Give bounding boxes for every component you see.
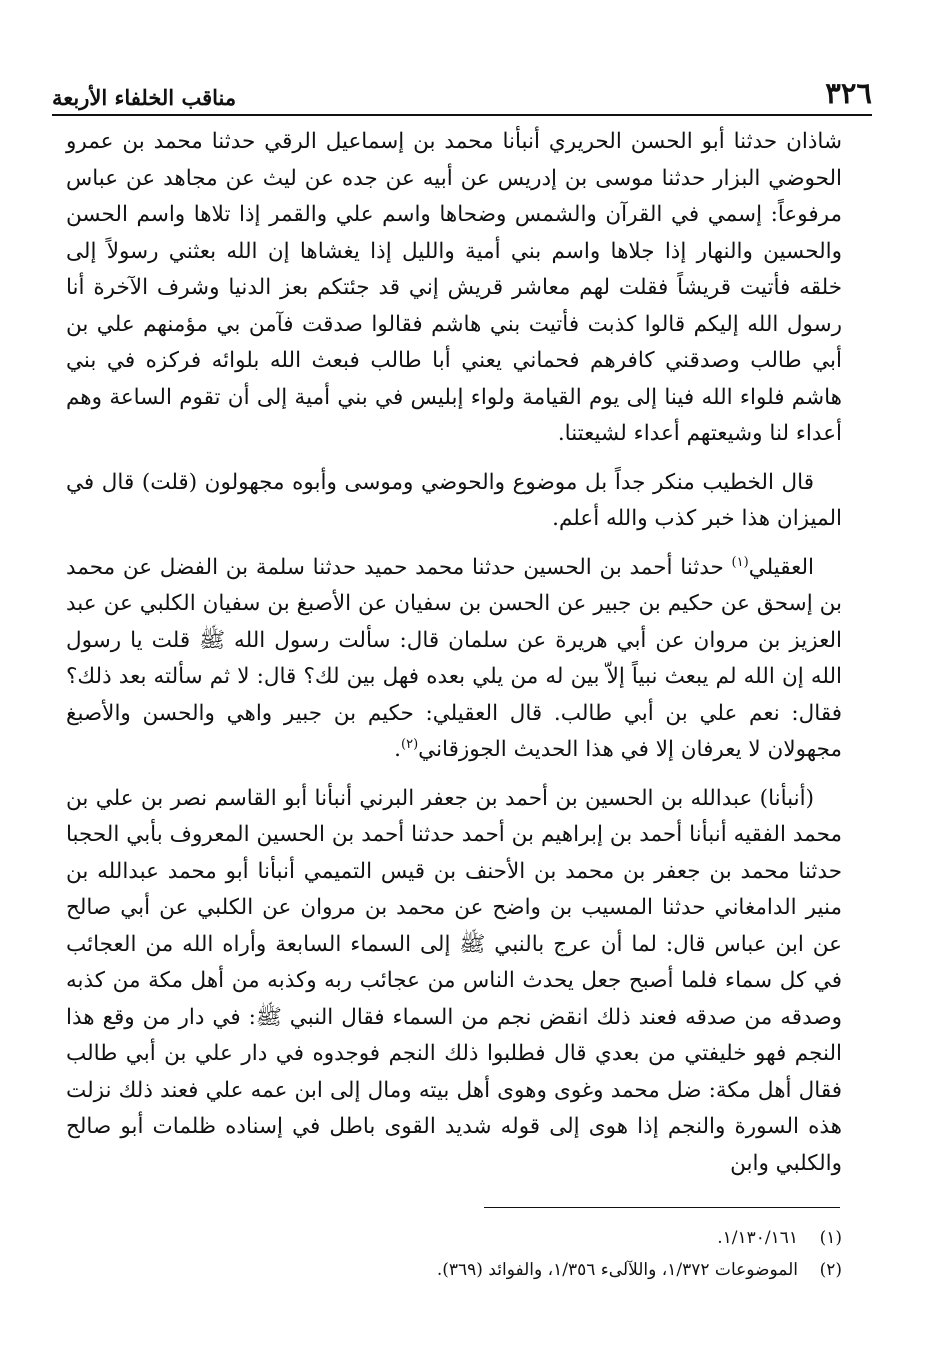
page-body [66, 124, 842, 1182]
paragraph-3 [66, 550, 842, 769]
footnote-text: الموضوعات ١/٣٧٢، واللآلىء ١/٣٥٦، والفوائد (٣٦٩). [436, 1260, 798, 1280]
footnote-mark: (٢) [819, 1260, 842, 1280]
footnote-text: ١/١٣٠/١٦١. [717, 1228, 798, 1248]
footnote-item [66, 1254, 842, 1286]
paragraph-4: (أنبأنا) عبدالله بن الحسين بن أحمد بن جعفر البرني أنبأنا أبو القاسم نصر بن علي بن محمد الفقيه أنبأنا أحمد بن إبراهيم بن أحمد حدثنا أحمد بن الحسين المعروف بأبي الحجبا حدثنا محمد بن جعفر بن محمد بن الأحنف بن قيس التميمي أنبأنا أبو محمد عبدالله بن منير الدامغاني حدثنا المسيب بن واضح عن محمد بن مروان عن الكلبي عن أبي صالح عن ابن عباس قال: لما أن عرج بالنبي ﷺ إلى السماء السابعة وأراه الله من العجائب في كل سماء فلما أصبح جعل يحدث الناس من عجائب ربه وكذبه من أهل مكة من كذبه وصدقه من صدقه فعند ذلك انقض نجم من السماء فقال النبي ﷺ: في دار من وقع هذا النجم فهو خليفتي من بعدي قال فطلبوا ذلك النجم فوجدوه في دار علي بن أبي طالب فقال أهل مكة: ضل محمد وغوى وهوى أهل بيته ومال إلى ابن عمه علي فعند ذلك نزلت هذه السورة والنجم إذا هوى إلى قوله شديد القوى باطل في إسناده ظلمات أبو صالح والكلبي وابن [66, 785, 842, 1176]
paragraph-1: شاذان حدثنا أبو الحسن الحريري أنبأنا محمد بن إسماعيل الرقي حدثنا محمد بن عمرو الحوضي البزار حدثنا موسى بن إدريس عن أبيه عن جده عن ليث عن مجاهد عن عباس مرفوعاً: إسمي في القرآن والشمس وضحاها واسم علي والقمر إذا تلاها واسم الحسن والحسين والنهار إذا جلاها واسم بني أمية والليل إذا يغشاها إن الله بعثني رسولاً إلى خلقه فأتيت قريشاً فقلت لهم معاشر قريش إني قد جئتكم بعز الدنيا وشرف الآخرة أنا رسول الله إليكم قالوا كذبت فأتيت بني هاشم فقالوا صدقت فآمن بي مؤمنهم علي بن أبي طالب وصدقني كافرهم فحماني يعني أبا طالب فبعث الله بلوائه فركزه في بني هاشم فلواء الله فينا إلى يوم القيامة ولواء إبليس في بني أمية إلى أن تقوم الساعة وهم أعداء لنا وشيعتهم أعداء لشيعتنا. [66, 129, 842, 446]
page-header [52, 74, 872, 110]
footnotes [66, 1222, 842, 1286]
page-number: ٣٢٦ [825, 76, 872, 110]
running-title: مناقب الخلفاء الأربعة [52, 85, 237, 110]
footnote-item [66, 1222, 842, 1254]
footnote-rule [484, 1207, 840, 1208]
narrator-name: العقيلي [748, 554, 814, 580]
paragraph-2: قال الخطيب منكر جداً بل موضوع والحوضي وموسى وأبوه مجهولون (قلت) قال في الميزان هذا خبر كذب والله أعلم. [66, 469, 842, 531]
header-rule [52, 114, 872, 116]
footnote-ref-2[interactable]: (٢) [401, 736, 419, 752]
paragraph-3-end: . [394, 737, 402, 762]
paragraph-3-text: حدثنا أحمد بن الحسين حدثنا محمد حميد حدثنا سلمة بن الفضل عن محمد بن إسحق عن حكيم بن جبير عن الحسن بن سفيان عن الأصبغ بن سفيان الكلبي عن عبد العزيز بن مروان عن أبي هريرة عن سلمان قال: سألت رسول الله ﷺ قلت يا رسول الله إن الله لم يبعث نبياً إلاّ بين له من يلي بعده فهل بين لك؟ قال: لا ثم سألته بعد ذلك؟ فقال: نعم علي بن أبي طالب. قال العقيلي: حكيم بن جبير واهي والحسن والأصبغ مجهولان لا يعرفان إلا في هذا الحديث الجوزقاني [66, 554, 842, 762]
footnote-ref-1[interactable]: (١) [731, 554, 749, 570]
footnote-mark: (١) [819, 1228, 842, 1248]
